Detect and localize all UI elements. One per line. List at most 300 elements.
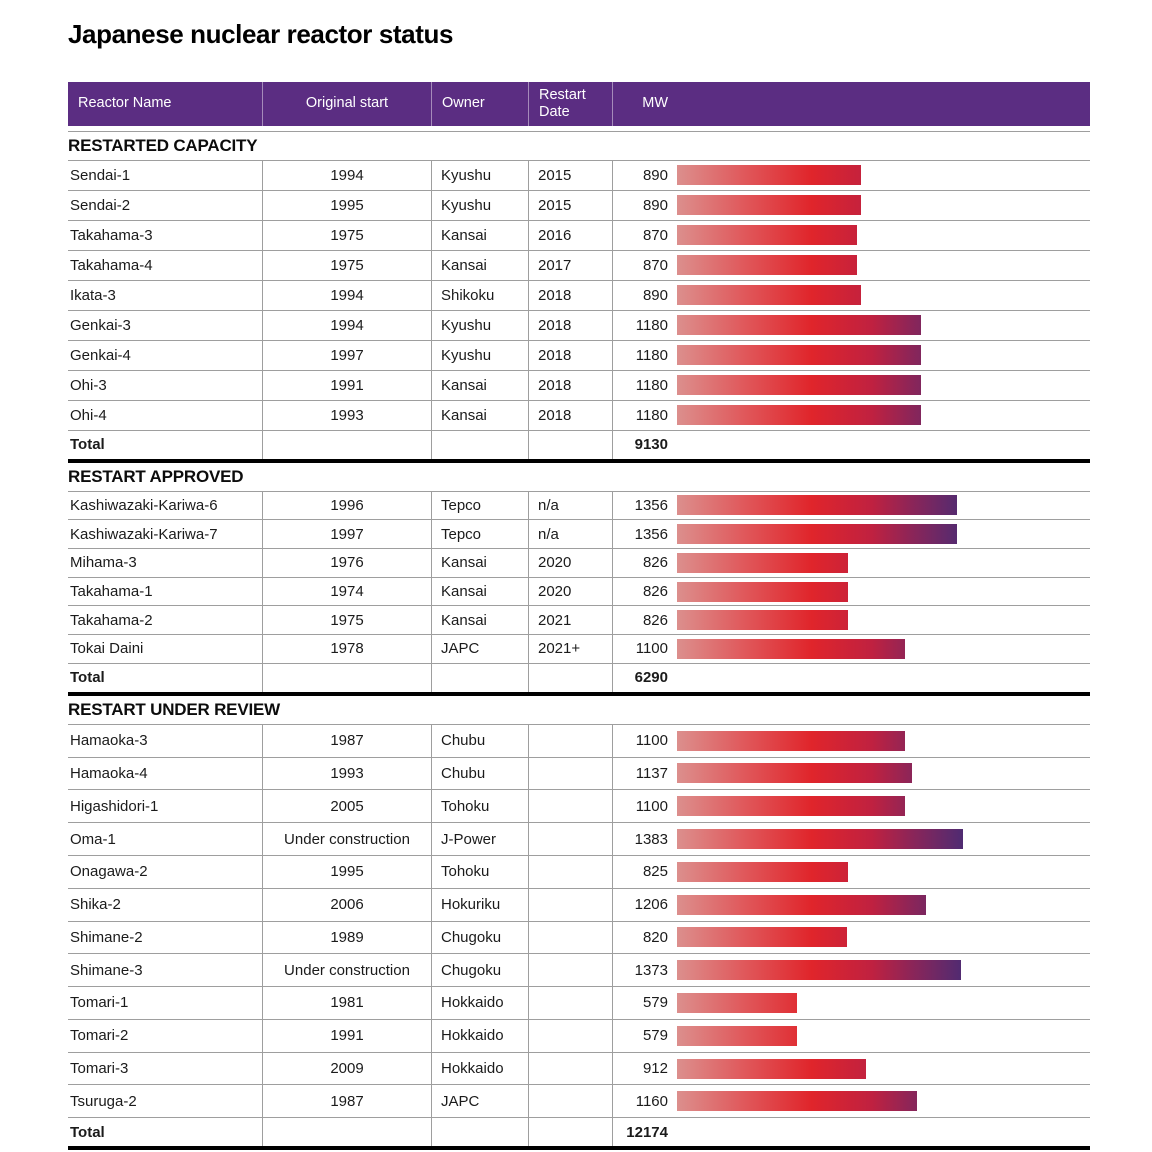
reactor-name-cell — [68, 823, 262, 855]
table-row — [68, 549, 1090, 578]
reactor-name-cell-text: Kashiwazaki-Kariwa-7 — [70, 525, 218, 543]
table-row — [68, 281, 1090, 311]
original-start-cell-text: 1974 — [330, 583, 364, 600]
total-mw-cell — [612, 431, 1090, 459]
mw-value: 579 — [642, 1027, 668, 1045]
mw-bar — [677, 375, 921, 395]
restart-date-cell-text: 2015 — [538, 196, 572, 214]
original-start-cell-text: 2006 — [330, 896, 364, 914]
total-mw-cell — [612, 1118, 1090, 1146]
mw-cell — [612, 281, 1090, 310]
original-start-cell — [262, 856, 431, 888]
owner-cell — [431, 725, 528, 757]
reactor-name-cell — [68, 492, 262, 520]
reactor-name-cell — [68, 725, 262, 757]
owner-cell — [431, 790, 528, 822]
reactor-name-cell — [68, 922, 262, 954]
owner-cell-text: Hokkaido — [441, 1060, 504, 1078]
original-start-cell — [262, 492, 431, 520]
mw-cell — [612, 823, 1090, 855]
reactor-name-cell-text: Ohi-3 — [70, 376, 107, 394]
owner-cell — [431, 578, 528, 606]
restart-date-cell — [528, 758, 612, 790]
owner-cell — [431, 922, 528, 954]
owner-cell-text: Chugoku — [441, 961, 502, 979]
original-start-cell-text: 1975 — [330, 226, 364, 244]
table-row — [68, 635, 1090, 664]
table-row — [68, 191, 1090, 221]
header-cell-restart-date: Restart Date — [528, 82, 612, 126]
total-spacer-start — [262, 431, 431, 459]
table-row — [68, 401, 1090, 431]
mw-bar — [677, 796, 905, 816]
original-start-cell — [262, 341, 431, 370]
original-start-cell-text: 1989 — [330, 928, 364, 946]
mw-bar — [677, 285, 861, 305]
reactor-name-cell-text: Shika-2 — [70, 896, 121, 914]
original-start-cell — [262, 1085, 431, 1117]
restart-date-cell — [528, 281, 612, 310]
owner-cell — [431, 856, 528, 888]
restart-date-cell — [528, 520, 612, 548]
page-title: Japanese nuclear reactor status — [68, 19, 454, 49]
mw-value: 1100 — [635, 640, 668, 658]
mw-bar — [677, 255, 857, 275]
original-start-cell — [262, 1053, 431, 1085]
mw-bar — [677, 763, 912, 783]
original-start-cell-text: 1975 — [330, 256, 364, 274]
owner-cell — [431, 987, 528, 1019]
restart-date-cell — [528, 725, 612, 757]
original-start-cell-text: 1981 — [330, 994, 364, 1012]
owner-cell — [431, 1020, 528, 1052]
owner-cell — [431, 221, 528, 250]
original-start-cell — [262, 251, 431, 280]
table-row — [68, 823, 1090, 856]
table-section — [68, 463, 1090, 696]
original-start-cell — [262, 191, 431, 220]
mw-cell — [612, 1053, 1090, 1085]
mw-value: 1180 — [635, 406, 668, 424]
mw-bar — [677, 582, 848, 602]
mw-cell — [612, 856, 1090, 888]
mw-value: 1356 — [634, 525, 668, 543]
original-start-cell-text: 1976 — [330, 554, 364, 572]
mw-cell — [612, 758, 1090, 790]
owner-cell-text: J-Power — [441, 830, 497, 848]
mw-cell — [612, 725, 1090, 757]
owner-cell-text: JAPC — [441, 640, 480, 658]
original-start-cell — [262, 161, 431, 190]
original-start-cell — [262, 371, 431, 400]
restart-date-cell-text: 2020 — [538, 554, 572, 572]
owner-cell-text: Kansai — [441, 406, 487, 424]
reactor-name-cell-text: Shimane-2 — [70, 928, 143, 946]
total-label — [68, 1118, 262, 1146]
total-mw-cell — [612, 664, 1090, 692]
mw-cell — [612, 578, 1090, 606]
mw-bar — [677, 731, 905, 751]
original-start-cell — [262, 758, 431, 790]
original-start-cell-text: 1994 — [330, 316, 364, 334]
restart-date-cell — [528, 311, 612, 340]
owner-cell — [431, 401, 528, 430]
mw-bar — [677, 1026, 797, 1046]
mw-value: 1373 — [634, 961, 668, 979]
restart-date-cell — [528, 578, 612, 606]
owner-cell — [431, 823, 528, 855]
owner-cell — [431, 161, 528, 190]
restart-date-cell — [528, 606, 612, 634]
owner-cell-text: Tepco — [441, 496, 482, 514]
restart-date-cell — [528, 954, 612, 986]
reactor-name-cell-text: Kashiwazaki-Kariwa-6 — [70, 496, 218, 514]
restart-date-cell — [528, 790, 612, 822]
mw-value: 1206 — [634, 896, 668, 914]
mw-cell — [612, 161, 1090, 190]
owner-cell-text: Kansai — [441, 376, 487, 394]
owner-cell — [431, 191, 528, 220]
original-start-cell — [262, 221, 431, 250]
owner-cell-text: Kansai — [441, 226, 487, 244]
original-start-cell — [262, 987, 431, 1019]
mw-cell — [612, 987, 1090, 1019]
table-row — [68, 520, 1090, 549]
restart-date-cell — [528, 856, 612, 888]
mw-value: 579 — [642, 994, 668, 1012]
original-start-cell-text: 1996 — [330, 496, 364, 514]
total-spacer-owner — [431, 664, 528, 692]
restart-date-cell-text: 2018 — [538, 406, 572, 424]
table-row — [68, 311, 1090, 341]
original-start-cell — [262, 790, 431, 822]
mw-bar — [677, 862, 848, 882]
reactor-name-cell — [68, 191, 262, 220]
reactor-name-cell-text: Tomari-2 — [70, 1027, 129, 1045]
reactor-name-cell — [68, 606, 262, 634]
restart-date-cell-text: n/a — [538, 496, 559, 514]
restart-date-cell — [528, 1020, 612, 1052]
mw-bar — [677, 315, 921, 335]
header-cell-original-start: Original start — [262, 82, 431, 126]
reactor-name-cell-text: Takahama-4 — [70, 256, 153, 274]
table-row — [68, 856, 1090, 889]
reactor-name-cell — [68, 578, 262, 606]
mw-bar — [677, 1091, 917, 1111]
owner-cell-text: Kansai — [441, 256, 487, 274]
reactor-name-cell-text: Hamaoka-4 — [70, 764, 148, 782]
mw-bar — [677, 225, 857, 245]
original-start-cell-text: 2009 — [330, 1060, 364, 1078]
owner-cell-text: Hokkaido — [441, 1027, 504, 1045]
owner-cell-text: Tohoku — [441, 863, 490, 881]
mw-value: 1383 — [634, 830, 668, 848]
total-row — [68, 431, 1090, 463]
original-start-cell — [262, 606, 431, 634]
restart-date-cell-text: 2015 — [538, 166, 572, 184]
reactor-name-cell-text: Mihama-3 — [70, 554, 137, 572]
reactor-name-cell-text: Genkai-4 — [70, 346, 131, 364]
total-label — [68, 664, 262, 692]
restart-date-cell-text: n/a — [538, 525, 559, 543]
mw-value: 1180 — [635, 346, 668, 364]
owner-cell — [431, 954, 528, 986]
reactor-name-cell-text: Oma-1 — [70, 830, 116, 848]
mw-cell — [612, 520, 1090, 548]
owner-cell — [431, 549, 528, 577]
reactor-name-cell — [68, 635, 262, 663]
reactor-name-cell-text: Tomari-1 — [70, 994, 129, 1012]
table-row — [68, 161, 1090, 191]
header-cell-reactor-name: Reactor Name — [78, 95, 172, 112]
reactor-name-cell-text: Onagawa-2 — [70, 863, 148, 881]
section-title: RESTART APPROVED — [68, 463, 1090, 492]
mw-value: 890 — [642, 196, 668, 214]
reactor-name-cell — [68, 520, 262, 548]
total-mw-value: 9130 — [634, 436, 668, 454]
restart-date-cell — [528, 191, 612, 220]
original-start-cell-text: 1997 — [330, 346, 364, 364]
mw-value: 870 — [642, 256, 668, 274]
table-row — [68, 251, 1090, 281]
table-header — [68, 82, 1090, 126]
owner-cell-text: Kansai — [441, 554, 487, 572]
owner-cell — [431, 492, 528, 520]
reactor-name-cell — [68, 1020, 262, 1052]
owner-cell-text: Chubu — [441, 732, 486, 750]
reactor-name-cell — [68, 1085, 262, 1117]
mw-value: 1100 — [635, 732, 668, 750]
restart-date-cell — [528, 251, 612, 280]
restart-date-cell — [528, 922, 612, 954]
table-section — [68, 696, 1090, 1151]
mw-value: 826 — [642, 583, 668, 600]
total-row — [68, 1118, 1090, 1150]
reactor-name-cell-text: Shimane-3 — [70, 961, 143, 979]
reactor-name-cell — [68, 311, 262, 340]
mw-bar — [677, 524, 957, 544]
owner-cell-text: Kyushu — [441, 196, 492, 214]
mw-cell — [612, 1020, 1090, 1052]
reactor-name-cell — [68, 161, 262, 190]
reactor-name-cell — [68, 856, 262, 888]
original-start-cell — [262, 1020, 431, 1052]
total-mw-value: 12174 — [626, 1123, 668, 1141]
original-start-cell — [262, 823, 431, 855]
total-spacer-start — [262, 664, 431, 692]
mw-bar — [677, 405, 921, 425]
mw-value: 912 — [642, 1060, 668, 1078]
original-start-cell — [262, 922, 431, 954]
mw-cell — [612, 606, 1090, 634]
mw-cell — [612, 401, 1090, 430]
table-row — [68, 922, 1090, 955]
mw-cell — [612, 311, 1090, 340]
original-start-cell — [262, 281, 431, 310]
total-spacer-start — [262, 1118, 431, 1146]
mw-bar — [677, 960, 961, 980]
mw-cell — [612, 371, 1090, 400]
reactor-name-cell-text: Sendai-2 — [70, 196, 131, 214]
restart-date-cell — [528, 371, 612, 400]
reactor-name-cell — [68, 1053, 262, 1085]
table-row — [68, 954, 1090, 987]
table-row — [68, 1053, 1090, 1086]
original-start-cell — [262, 725, 431, 757]
total-spacer-restart — [528, 1118, 612, 1146]
original-start-cell-text: Under construction — [284, 830, 410, 848]
section-title: RESTART UNDER REVIEW — [68, 696, 1090, 725]
original-start-cell-text: 1995 — [330, 863, 364, 881]
owner-cell-text: Kyushu — [441, 166, 492, 184]
reactor-name-cell — [68, 954, 262, 986]
header-cell-mw — [612, 82, 1090, 126]
reactor-name-cell-text: Hamaoka-3 — [70, 732, 148, 750]
mw-value: 890 — [642, 286, 668, 304]
owner-cell-text: Shikoku — [441, 286, 495, 304]
mw-cell — [612, 922, 1090, 954]
reactor-name-cell-text: Takahama-1 — [70, 583, 153, 600]
original-start-cell-text: 1994 — [330, 286, 364, 304]
owner-cell-text: Hokkaido — [441, 994, 504, 1012]
restart-date-cell — [528, 635, 612, 663]
mw-value: 825 — [642, 863, 668, 881]
owner-cell-text: Hokuriku — [441, 896, 501, 914]
table-row — [68, 758, 1090, 791]
owner-cell — [431, 1085, 528, 1117]
table-row — [68, 1085, 1090, 1118]
mw-bar — [677, 610, 848, 630]
original-start-cell — [262, 549, 431, 577]
owner-cell-text: Tohoku — [441, 797, 490, 815]
table-row — [68, 790, 1090, 823]
total-spacer-restart — [528, 431, 612, 459]
table-row — [68, 371, 1090, 401]
reactor-name-cell-text: Higashidori-1 — [70, 797, 159, 815]
total-spacer-owner — [431, 1118, 528, 1146]
restart-date-cell — [528, 987, 612, 1019]
restart-date-cell — [528, 889, 612, 921]
original-start-cell — [262, 401, 431, 430]
mw-value: 1180 — [635, 316, 668, 334]
mw-bar — [677, 895, 926, 915]
restart-date-cell-text: 2021 — [538, 611, 572, 629]
restart-date-cell-text: 2016 — [538, 226, 572, 244]
restart-date-cell — [528, 1053, 612, 1085]
owner-cell-text: Chubu — [441, 764, 486, 782]
mw-bar — [677, 345, 921, 365]
original-start-cell — [262, 954, 431, 986]
original-start-cell — [262, 578, 431, 606]
original-start-cell-text: 1993 — [330, 406, 364, 424]
reactor-name-cell-text: Takahama-3 — [70, 226, 153, 244]
mw-cell — [612, 191, 1090, 220]
table-row — [68, 889, 1090, 922]
original-start-cell-text: 1987 — [330, 1092, 364, 1110]
total-label-text: Total — [70, 1123, 105, 1141]
mw-value: 1137 — [635, 764, 668, 782]
owner-cell-text: Kansai — [441, 583, 487, 600]
mw-cell — [612, 341, 1090, 370]
restart-date-cell — [528, 401, 612, 430]
mw-value: 870 — [642, 226, 668, 244]
original-start-cell — [262, 635, 431, 663]
original-start-cell — [262, 311, 431, 340]
total-label — [68, 431, 262, 459]
original-start-cell-text: Under construction — [284, 961, 410, 979]
original-start-cell-text: 2005 — [330, 797, 364, 815]
mw-bar — [677, 195, 861, 215]
owner-cell-text: Kyushu — [441, 346, 492, 364]
owner-cell — [431, 1053, 528, 1085]
restart-date-cell — [528, 492, 612, 520]
mw-bar — [677, 1059, 866, 1079]
total-mw-value: 6290 — [634, 669, 668, 687]
original-start-cell-text: 1993 — [330, 764, 364, 782]
table-section — [68, 132, 1090, 463]
table-row — [68, 341, 1090, 371]
reactor-name-cell-text: Tokai Daini — [70, 640, 144, 658]
mw-cell — [612, 251, 1090, 280]
reactor-name-cell — [68, 758, 262, 790]
restart-date-cell-text: 2018 — [538, 346, 572, 364]
owner-cell-text: Tepco — [441, 525, 482, 543]
mw-cell — [612, 549, 1090, 577]
mw-bar — [677, 993, 797, 1013]
table-row — [68, 725, 1090, 758]
owner-cell — [431, 520, 528, 548]
restart-date-cell-text: 2018 — [538, 316, 572, 334]
table-row — [68, 1020, 1090, 1053]
mw-cell — [612, 492, 1090, 520]
owner-cell — [431, 281, 528, 310]
owner-cell-text: Kansai — [441, 611, 487, 629]
restart-date-cell-text: 2018 — [538, 376, 572, 394]
original-start-cell — [262, 520, 431, 548]
owner-cell — [431, 251, 528, 280]
mw-cell — [612, 954, 1090, 986]
total-label-text: Total — [70, 669, 105, 687]
original-start-cell-text: 1997 — [330, 525, 364, 543]
total-row — [68, 664, 1090, 696]
header-cell-owner: Owner — [431, 82, 528, 126]
table-row — [68, 987, 1090, 1020]
owner-cell-text: Kyushu — [441, 316, 492, 334]
restart-date-cell — [528, 549, 612, 577]
original-start-cell-text: 1987 — [330, 732, 364, 750]
reactor-name-cell — [68, 790, 262, 822]
original-start-cell-text: 1991 — [330, 376, 364, 394]
mw-header-label: MW — [642, 95, 668, 112]
original-start-cell-text: 1978 — [330, 640, 364, 658]
reactor-table — [68, 82, 1090, 1151]
owner-cell — [431, 311, 528, 340]
section-title: RESTARTED CAPACITY — [68, 132, 1090, 161]
reactor-name-cell — [68, 251, 262, 280]
reactor-name-cell-text: Tomari-3 — [70, 1060, 129, 1078]
mw-value: 826 — [642, 611, 668, 629]
restart-date-cell-text: 2017 — [538, 256, 572, 274]
mw-value: 820 — [642, 928, 668, 946]
owner-cell — [431, 758, 528, 790]
mw-bar — [677, 639, 905, 659]
mw-value: 890 — [642, 166, 668, 184]
reactor-name-cell — [68, 987, 262, 1019]
owner-cell — [431, 341, 528, 370]
owner-cell — [431, 635, 528, 663]
owner-cell — [431, 606, 528, 634]
restart-date-cell — [528, 221, 612, 250]
